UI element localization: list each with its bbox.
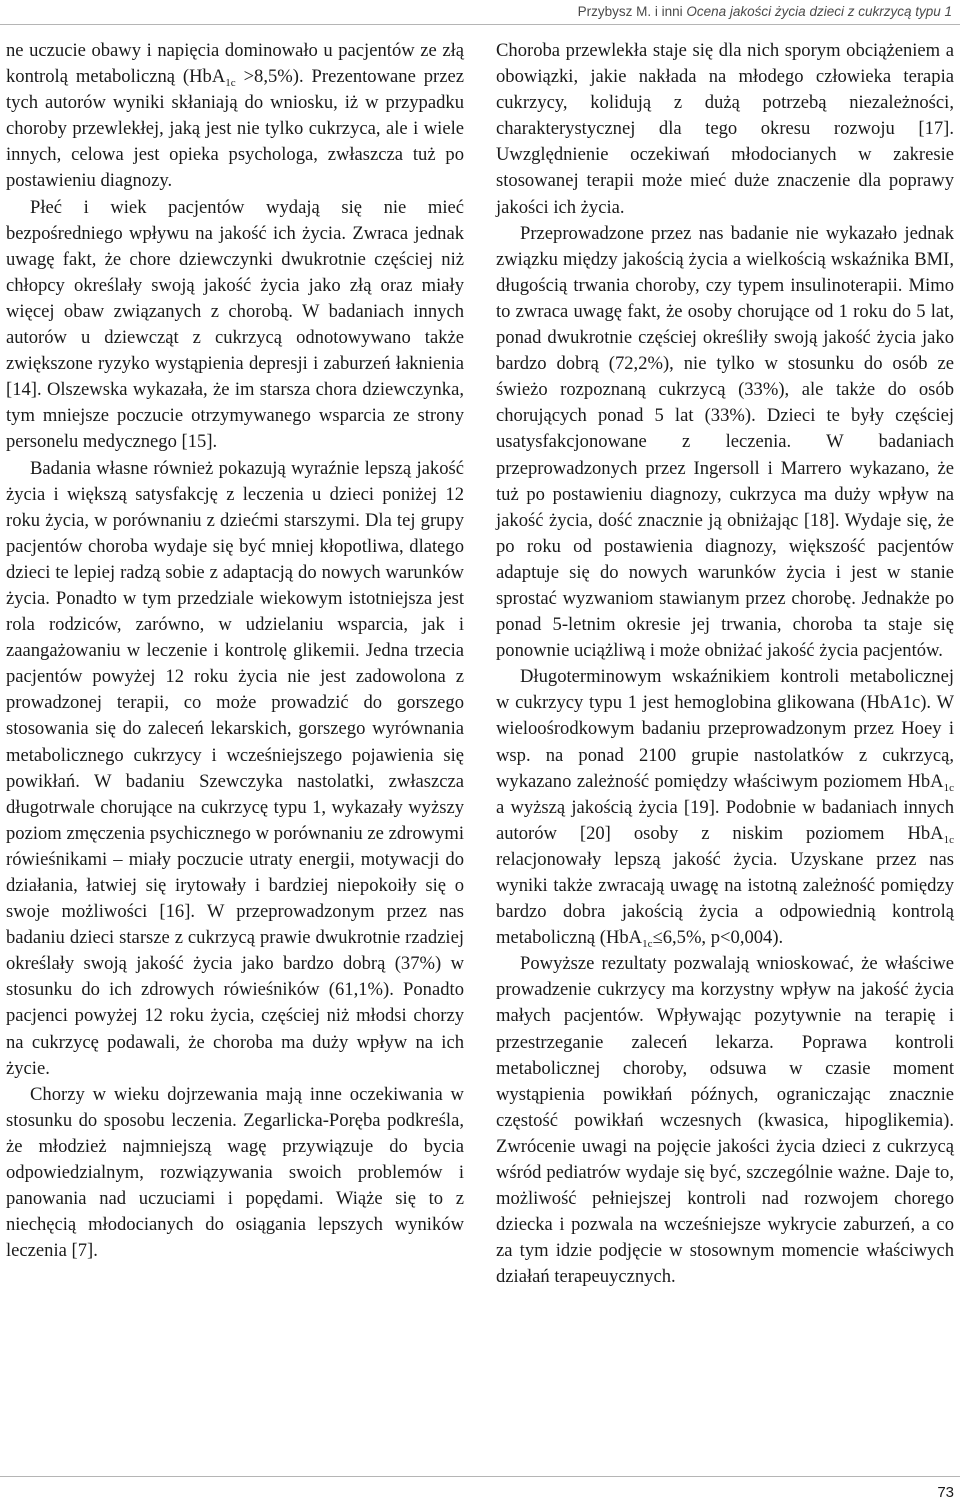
running-header xyxy=(578,4,952,19)
right-paragraph-2: Przeprowadzone przez nas badanie nie wykazało jednak związku między jakością życia a wielkością wskaźnika BMI, długością trwania choroby, czy typem insulinoterapii. Mimo to zwraca uwagę fakt, że osoby chorujące od 1 roku do 5 lat, ponad dwukrotnie częściej określiły swoją jakość życia jako bardzo dobrą (72,2%), nie tylko w stosunku do osób ze świeżo rozpoznaną cukrzycą (33%), ale także do osób chorujących ponad 5 lat (33%). Dzieci te były częściej usatysfakcjonowane z leczenia. W badaniach przeprowadzonych przez Ingersoll i Marrero wykazano, że tuż po postawieniu diagnozy, cukrzyca ma duży wpływ na jakość życia, dość znacznie ją obniżając [18]. Wydaje się, że po roku od postawienia diagnozy, większość pacjentów adaptuje się do nowych warunków życia i jest w stanie sprostać wyzwaniom stawianym przez chorobę. Jednakże po ponad 5-letnim okresie jej trwania, choroba ta staje się ponownie uciążliwą i może obniżać jakość życia pacjentów. xyxy=(496,222,954,662)
left-paragraph-4: Chorzy w wieku dojrzewania mają inne oczekiwania w stosunku do sposobu leczenia. Zegarlicka-Poręba podkreśla, że młodzież najmniejszą wagę przywiązuje do bycia odpowiedzialnym, rozwiązywania swoich problemów i panowania nad uczuciami i popędami. Wiąże się to z niechęcią młodocianych do osiągania lepszych wyników leczenia [7]. xyxy=(6,1083,464,1262)
right-p3-text-a: Długoterminowym wskaźnikiem kontroli metabolicznej w cukrzycy typu 1 jest hemoglobina glikowana (HbA1c). W wieloośrodkowym badaniu przeprowadzonym przez Hoey i wsp. na ponad 2100 grupie nastolatków z cukrzycą, wykazano zależność pomiędzy właściwym poziomem HbA xyxy=(496,666,954,792)
right-p3-subscript-2: 1c xyxy=(943,833,954,846)
right-p3-text-d: ≤6,5%, p<0,004). xyxy=(652,927,784,949)
left-paragraph-3: Badania własne również pokazują wyraźnie lepszą jakość życia i większą satysfakcję z leczenia u dzieci poniżej 12 roku życia, w porównaniu z dziećmi starszymi. Dla tej grupy pacjentów choroba wydaje się być mniej kłopotliwa, dlatego dzieci te lepiej radzą sobie z adaptacją do nowych warunków życia. Ponadto w tym przedziale wiekowym istotniejsza jest rola rodziców, zarówno, w udzielaniu wsparcia, jak i zaangażowaniu w leczenie i kontrolę glikemii. Jedna trzecia pacjentów powyżej 12 roku życia nie jest zadowolona z prowadzonej terapii, co może prowadzić do gorszego stosowania się do zaleceń lekarskich, gorszego wyrównania metabolicznego cukrzycy i wcześniejszego pojawienia się powikłań. W badaniu Szewczyka nastolatki, zwłaszcza długotrwale chorujące na cukrzycę typu 1, wykazały wyższy poziom zmęczenia psychicznego w porównaniu ze zdrowymi rówieśnikami – miały poczucie utraty energii, motywacji do działania, łatwiej się irytowały i bardziej niepokoiły się o swoje możliwości [16]. W przeprowadzonym przez nas badaniu dzieci starsze z cukrzycą prawie dwukrotnie rzadziej określały swoją jakość życia jako bardzo dobrą (37%) w stosunku do ich zdrowych rówieśników (61,1%). Ponadto pacjenci powyżej 12 roku życia, częściej niż młodsi chorzy na cukrzycę podawali, że choroba ma duży wpływ na ich życie. xyxy=(6,457,464,1079)
left-paragraph-2: Płeć i wiek pacjentów wydają się nie mieć bezpośredniego wpływu na jakość ich życia. Zwraca jednak uwagę fakt, że chore dziewczynki dwukrotnie częściej niż chłopcy określały swoją jakość życia jako złą oraz miały więcej obaw związanych z chorobą. W badaniach innych autorów u dziewcząt z cukrzycą odnotowywano także zwiększone ryzyko wystąpienia depresji i zaburzeń łaknienia [14]. Olszewska wykazała, że im starsza chora dziewczynka, tym mniejsze poczucie otrzymywanego wsparcia ze strony personelu medycznego [15]. xyxy=(6,196,464,453)
right-paragraph-1: Choroba przewlekła staje się dla nich sporym obciążeniem a obowiązki, jakie nakłada na młodego człowieka terapia cukrzycy, kolidują z dużą potrzebą niezależności, charakterystycznej dla tego okresu rozwoju [17]. Uwzględnienie oczekiwań młodocianych w zakresie stosowanej terapii może mieć duże znaczenie dla poprawy jakości ich życia. xyxy=(496,40,954,218)
footer-rule xyxy=(0,1476,960,1477)
header-authors: Przybysz M. i inni xyxy=(577,4,683,19)
right-p3-subscript-1: 1c xyxy=(943,781,954,794)
page-number: 73 xyxy=(937,1484,954,1501)
right-column xyxy=(496,38,954,1291)
left-column xyxy=(6,38,464,1264)
right-p3-text-c: relacjonowały lepszą jakość życia. Uzyskane przez nas wyniki także zwracają uwagę na istotną zależność pomiędzy bardzo dobra jakością życia a odpowiednią kontrolą metaboliczną (HbA xyxy=(496,848,954,949)
left-p1-subscript: 1c xyxy=(225,77,236,90)
right-p3-text-b: a wyższą jakością życia [19]. Podobnie w badaniach innych autorów [20] osoby z niskim poziomem HbA xyxy=(496,796,954,844)
left-p1-text-a: ne uczucie obawy i napięcia dominowało u pacjentów ze złą kontrolą metaboliczną (HbA xyxy=(6,40,464,88)
left-p1-text-b: >8,5%). Prezentowane przez tych autorów wyniki skłaniają do wniosku, iż w przypadku choroby przewlekłej, jaką jest nie tylko cukrzyca, ale i wiele innych, celowa jest opieka psychologa, zwłaszcza tuż po postawieniu diagnozy. xyxy=(6,66,464,192)
left-paragraph-1 xyxy=(6,38,464,195)
right-paragraph-4: Powyższe rezultaty pozwalają wnioskować, że właściwe prowadzenie cukrzycy ma korzystny wpływ na jakość życia małych pacjentów. Wpływając pozytywnie na terapię i przestrzeganie zaleceń lekarza. Poprawa kontroli metabolicznej choroby, odsuwa w czasie moment wystąpienia powikłań późnych, ograniczając znacznie częstość powikłań wczesnych (kwasica, hipoglikemia). Zwrócenie uwagi na pojęcie jakości życia dzieci z cukrzycą wśród pediatrów wydaje się być, szczególnie ważne. Daje to, możliwość pełniejszej kontroli nad rozwojem chorego dziecka i pozwala na wcześniejsze wykrycie zaburzeń, a co za tym idzie podjęcie w stosownym momencie właściwych działań terapeuycznych. xyxy=(496,953,954,1288)
right-p3-subscript-3: 1c xyxy=(642,938,653,951)
right-paragraph-3 xyxy=(496,664,954,951)
header-title: Ocena jakości życia dzieci z cukrzycą typu 1 xyxy=(686,4,952,19)
header-rule xyxy=(0,24,960,25)
